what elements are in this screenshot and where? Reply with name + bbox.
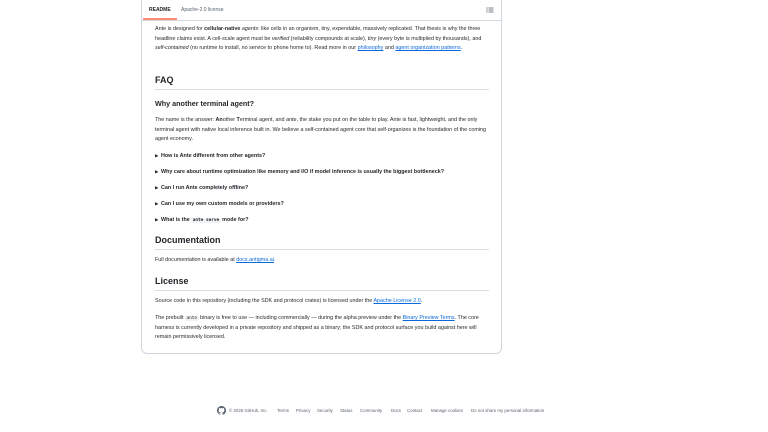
- documentation-paragraph: Full documentation is available at docs.antigma.ai.: [155, 257, 276, 263]
- triangle-right-icon: ▶: [155, 185, 159, 190]
- faq-heading: FAQ: [155, 74, 489, 90]
- faq-item-offline[interactable]: ▶ Can I run Ante completely offline?: [155, 185, 249, 191]
- docs-link[interactable]: docs.antigma.ai: [236, 257, 274, 263]
- faq-answer: The name is the answer: Another Terminal agent, and ante, the stake you put on the table to play. Ante is fast, lightweight, and the only terminal agent with native local inference built in. We believe a self-contained agent core that self-organizes is the foundation of the coming agent economy.: [155, 117, 487, 143]
- agent-patterns-link[interactable]: agent organization patterns: [395, 45, 461, 52]
- footer-link-docs[interactable]: Docs: [391, 408, 402, 413]
- faq-item-custom-models[interactable]: ▶ Can I use my own custom models or providers?: [155, 201, 284, 207]
- triangle-right-icon: ▶: [155, 217, 159, 222]
- license-paragraph-1: Source code in this repository (including the SDK and protocol crates) is licensed under the Apache License 2.0.: [155, 298, 423, 304]
- readme-card: [141, 0, 502, 354]
- philosophy-link[interactable]: philosophy: [357, 45, 384, 52]
- faq-item-ante-serve[interactable]: ▶ What is the ante serve mode for?: [155, 217, 249, 223]
- footer-link-terms[interactable]: Terms: [277, 408, 289, 413]
- tab-readme[interactable]: README: [143, 0, 177, 20]
- triangle-right-icon: ▶: [155, 169, 159, 174]
- github-logo-icon[interactable]: [217, 406, 226, 415]
- footer-link-community[interactable]: Community: [360, 408, 383, 413]
- license-heading: License: [155, 275, 489, 291]
- faq-item-runtime[interactable]: ▶ Why care about runtime optimization like memory and I/O if model inference is usually the biggest bottleneck?: [155, 169, 445, 175]
- triangle-right-icon: ▶: [155, 153, 159, 158]
- footer-link-security[interactable]: Security: [317, 408, 333, 413]
- footer-link-privacy[interactable]: Privacy: [296, 408, 311, 413]
- binary-preview-terms-link[interactable]: Binary Preview Terms: [402, 315, 455, 321]
- footer-link-manage-cookies[interactable]: Manage cookies: [431, 408, 463, 413]
- faq-item-different[interactable]: ▶ How is Ante different from other agents?: [155, 153, 266, 159]
- footer-copyright: © 2026 GitHub, Inc.: [229, 408, 268, 413]
- apache-license-link[interactable]: Apache License 2.0: [373, 298, 421, 304]
- tab-license[interactable]: Apache-2.0 license: [181, 7, 224, 13]
- intro-paragraph: Ante is designed for cellular-native agents: like cells in an organism, tiny, expendable, massively replicated. That thesis is why the three headline claims exist. A cell-scale agent must be verified (reliability compounds at scale), tiny (every byte is multiplied by thousands), and self-contained (no runtime to install, no service to phone home to). Read more in our philosophy and agent organization patterns.: [155, 26, 482, 52]
- footer-link-status[interactable]: Status: [340, 408, 353, 413]
- triangle-right-icon: ▶: [155, 201, 159, 206]
- footer-link-contact[interactable]: Contact: [407, 408, 423, 413]
- documentation-heading: Documentation: [155, 234, 489, 250]
- ante-serve-code: ante serve: [192, 218, 220, 223]
- outline-list-icon[interactable]: [485, 5, 495, 15]
- footer-link-do-not-share[interactable]: Do not share my personal information: [471, 408, 545, 413]
- license-paragraph-2: The prebuilt ante binary is free to use — including commercially — during the alpha preview under the Binary Preview Terms. The core harness is currently developed in a private repository and shipped as a binary; the SDK and protocol surface you build against here will remain permissively licensed.: [155, 315, 479, 341]
- faq-subheading: Why another terminal agent?: [155, 99, 255, 108]
- readme-tabbar: [142, 0, 501, 21]
- ante-code: ante: [186, 316, 198, 321]
- site-footer: [0, 405, 768, 417]
